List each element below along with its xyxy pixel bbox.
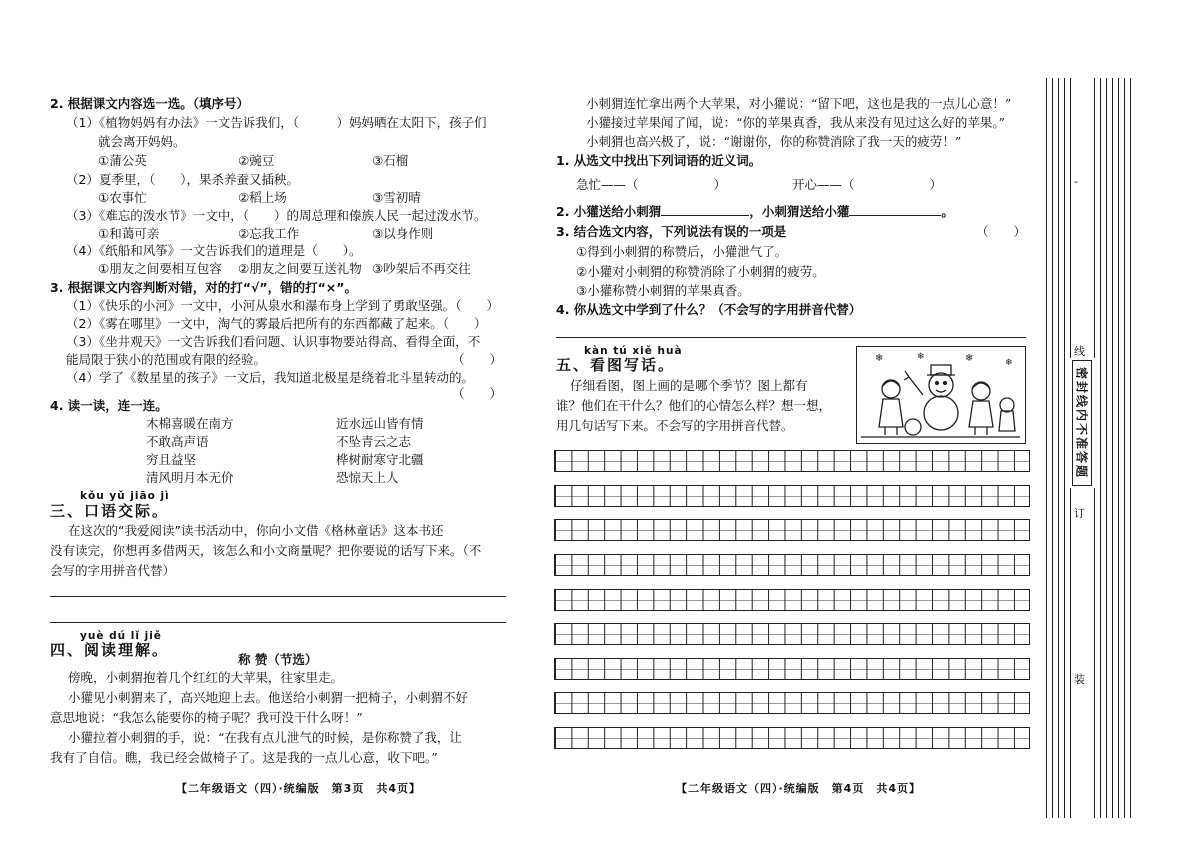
binding-line (1064, 78, 1065, 818)
q4-title: 4. 读一读，连一连。 (50, 398, 168, 413)
binding-line (1070, 488, 1071, 818)
binding-line (1130, 78, 1131, 818)
q3-item3-cont: 能局限于狭小的范围或有限的经验。 (66, 352, 267, 367)
s3-p1: 在这次的“我爱阅读”读书活动中，你向小文借《格林童话》这本书还 (68, 523, 444, 538)
writing-grid-row-7[interactable] (554, 658, 1030, 680)
r-q3-opt2: ②小獾对小刺猬的称赞消除了小刺猬的疲劳。 (576, 264, 825, 279)
writing-grid-row-5[interactable] (554, 589, 1030, 611)
r-q3-paren[interactable]: （ ） (976, 224, 1027, 239)
writing-grid-row-9[interactable] (554, 727, 1030, 749)
binding-line (1052, 78, 1053, 818)
article-line-5: 我有了自信。瞧，我已经会做椅子了。这是我的一点儿心意，收下吧。” (50, 750, 438, 765)
r-q2 (556, 204, 954, 220)
r-q3-title: 3. 结合选文内容，下列说法有误的一项是 (556, 224, 787, 239)
q2-s2-line: （2）夏季里，（ ），果杀养蚕又插秧。 (66, 172, 299, 187)
binding-line (1094, 488, 1095, 818)
snowman-children-illustration (857, 347, 1024, 442)
q4-left-1: 木棉喜暖在南方 (146, 416, 234, 431)
q3-item3-paren: （ ） (452, 352, 503, 367)
r-q2-part1: 2. 小獾送给小刺猬 (556, 204, 662, 219)
q2-s1-opt2: ②豌豆 (238, 153, 275, 168)
right-footer: 【二年级语文（四）·统编版 第4页 共4页】 (676, 782, 921, 795)
writing-grid-row-6[interactable] (554, 623, 1030, 645)
q3-item2: （2）《雾在哪里》一文中，淘气的雾最后把所有的东西都藏了起来。（ ） (66, 316, 487, 331)
svg-text:❄: ❄ (965, 353, 974, 364)
r-q2-blank2[interactable] (849, 215, 941, 216)
q2-s4-opt2: ②朋友之间要互送礼物 (238, 261, 362, 276)
s5-line-1: 仔细看图，图上画的是哪个季节？图上都有 (570, 378, 808, 393)
q4-left-3: 穷且益坚 (146, 452, 197, 467)
s5-line-2: 谁？他们在干什么？他们的心情怎么样？想一想， (556, 398, 832, 413)
r-q4-title: 4. 你从选文中学到了什么？（不会写的字用拼音代替） (556, 302, 862, 317)
story-line-3: 小刺猬也高兴极了，说：“谢谢你，你的称赞消除了我一天的疲劳！” (586, 134, 962, 149)
writing-grid-row-8[interactable] (554, 692, 1030, 714)
writing-grid-row-2[interactable] (554, 485, 1030, 507)
article-line-4: 小獾拉着小刺猬的手，说：“在我有点儿泄气的时候，是你称赞了我，让 (68, 730, 462, 745)
q2-s2-opt2: ②稻上场 (238, 190, 287, 205)
article-line-1: 傍晚，小刺猬抱着几个红红的大苹果，往家里走。 (68, 670, 344, 685)
r-q1-a[interactable]: 急忙——（ ） (576, 177, 727, 192)
q2-s1-opt3: ③石榴 (372, 153, 409, 168)
q2-s4-opt1: ①朋友之间要相互包容 (98, 261, 222, 276)
r-q2-blank1[interactable] (661, 215, 749, 216)
s4-title: 四、阅读理解。 (50, 641, 170, 659)
story-line-1: 小刺猬连忙拿出两个大苹果，对小獾说：“留下吧，这也是我的一点儿心意！” (586, 96, 1012, 111)
q2-s4-opt3: ③吵架后不再交往 (372, 261, 471, 276)
r-q4-answer-line[interactable] (556, 337, 1026, 338)
binding-line (1046, 78, 1047, 818)
binding-notice: 密封线内不准答题 (1074, 366, 1089, 480)
q4-right-3: 桦树耐寒守北疆 (336, 452, 424, 467)
binding-mark-3: 订 (1074, 507, 1085, 520)
left-footer: 【二年级语文（四）·统编版 第3页 共4页】 (176, 782, 421, 795)
s3-pinyin: kǒu yǔ jiāo jì (80, 490, 170, 502)
binding-line (1094, 78, 1095, 358)
svg-text:❄: ❄ (917, 352, 925, 362)
q3-item3: （3）《坐井观天》一文告诉我们看问题、认识事物要站得高、看得全面，不 (66, 334, 481, 349)
article-line-2: 小獾见小刺猬来了，高兴地迎上去。他送给小刺猬一把椅子，小刺猬不好 (68, 690, 469, 705)
q2-s2-opt1: ①农事忙 (98, 190, 147, 205)
s5-pinyin: kàn tú xiě huà (584, 345, 683, 357)
s3-p2: 没有读完，你想再多借两天，该怎么和小文商量呢？把你要说的话写下来。（不 (50, 543, 482, 558)
r-q1-b[interactable]: 开心——（ ） (792, 177, 943, 192)
q2-s2-opt3: ③雪初晴 (372, 190, 421, 205)
q4-left-4: 清风明月本无价 (146, 470, 234, 485)
binding-line (1070, 78, 1071, 358)
r-q2-part3: 。 (941, 204, 954, 219)
article-title: 称 赞（节选） (238, 652, 318, 667)
binding-mark-4: 装 (1074, 673, 1085, 686)
r-q3-opt1: ①得到小刺猬的称赞后，小獾泄气了。 (576, 244, 788, 259)
writing-grid-row-1[interactable] (554, 450, 1030, 472)
svg-text:❄: ❄ (1005, 358, 1013, 368)
q3-item4-paren: （ ） (452, 386, 503, 401)
q2-s3-line: （3）《难忘的泼水节》一文中，（ ）的周总理和傣族人民一起过泼水节。 (66, 208, 487, 223)
q4-right-4: 恐惊天上人 (336, 470, 399, 485)
q3-title: 3. 根据课文内容判断对错，对的打“√”，错的打“×”。 (50, 280, 357, 295)
svg-text:❄: ❄ (875, 353, 884, 364)
s3-title: 三、口语交际。 (50, 502, 170, 520)
q2-title: 2. 根据课文内容选一选。（填序号） (50, 96, 250, 111)
writing-grid-row-3[interactable] (554, 519, 1030, 541)
q2-s3-opt1: ①和蔼可亲 (98, 226, 160, 241)
writing-grid-row-4[interactable] (554, 554, 1030, 576)
r-q3-opt3: ③小獾称赞小刺猬的苹果真香。 (576, 283, 750, 298)
s3-p3: 会写的字用拼音代替） (50, 563, 176, 578)
s3-answer-line-1[interactable] (50, 596, 506, 597)
q3-item1: （1）《快乐的小河》一文中，小河从泉水和瀑布身上学到了勇敢坚强。（ ） (66, 298, 499, 313)
r-q2-part2: ，小刺猬送给小獾 (749, 204, 850, 219)
s5-title: 五、看图写话。 (556, 356, 676, 374)
binding-line (1124, 78, 1125, 818)
q4-right-1: 近水远山皆有情 (336, 416, 424, 431)
q4-right-2: 不坠青云之志 (336, 434, 412, 449)
binding-line (1100, 78, 1101, 818)
binding-notice-box (1072, 360, 1092, 486)
s5-line-3: 用几句话写下来。不会写的字用拼音代替。 (556, 418, 794, 433)
article-line-3: 意思地说：“我怎么能要你的椅子呢？我可没干什么呀！” (50, 710, 363, 725)
q2-s3-opt2: ②忘我工作 (238, 226, 300, 241)
binding-line (1106, 78, 1107, 818)
q4-left-2: 不敢高声语 (146, 434, 209, 449)
q2-s3-opt3: ③以身作则 (372, 226, 434, 241)
binding-mark-2: 线 (1074, 345, 1085, 358)
q2-s4-line: （4）《纸船和风筝》一文告诉我们的道理是（ ）。 (66, 243, 362, 258)
binding-line (1112, 78, 1113, 818)
r-q1-title: 1. 从选文中找出下列词语的近义词。 (556, 153, 762, 168)
s4-pinyin: yuè dú lǐ jiě (80, 630, 162, 642)
q2-s1-line2: 就会离开妈妈。 (98, 134, 186, 149)
s3-answer-line-2[interactable] (50, 622, 506, 623)
story-line-2: 小獾接过苹果闻了闻，说：“你的苹果真香，我从来没有见过这么好的苹果。” (586, 115, 1006, 130)
q3-item4: （4）学了《数星星的孩子》一文后，我知道北极星是绕着北斗星转动的。 (66, 370, 474, 385)
q2-s1-opt1: ①蒲公英 (98, 153, 147, 168)
binding-line (1058, 78, 1059, 818)
binding-mark-1: - (1074, 175, 1078, 188)
binding-line (1118, 78, 1119, 818)
q2-s1-line1: （1）《植物妈妈有办法》一文告诉我们，（ ）妈妈晒在太阳下，孩子们 (66, 115, 487, 130)
winter-scene-image (856, 346, 1026, 444)
